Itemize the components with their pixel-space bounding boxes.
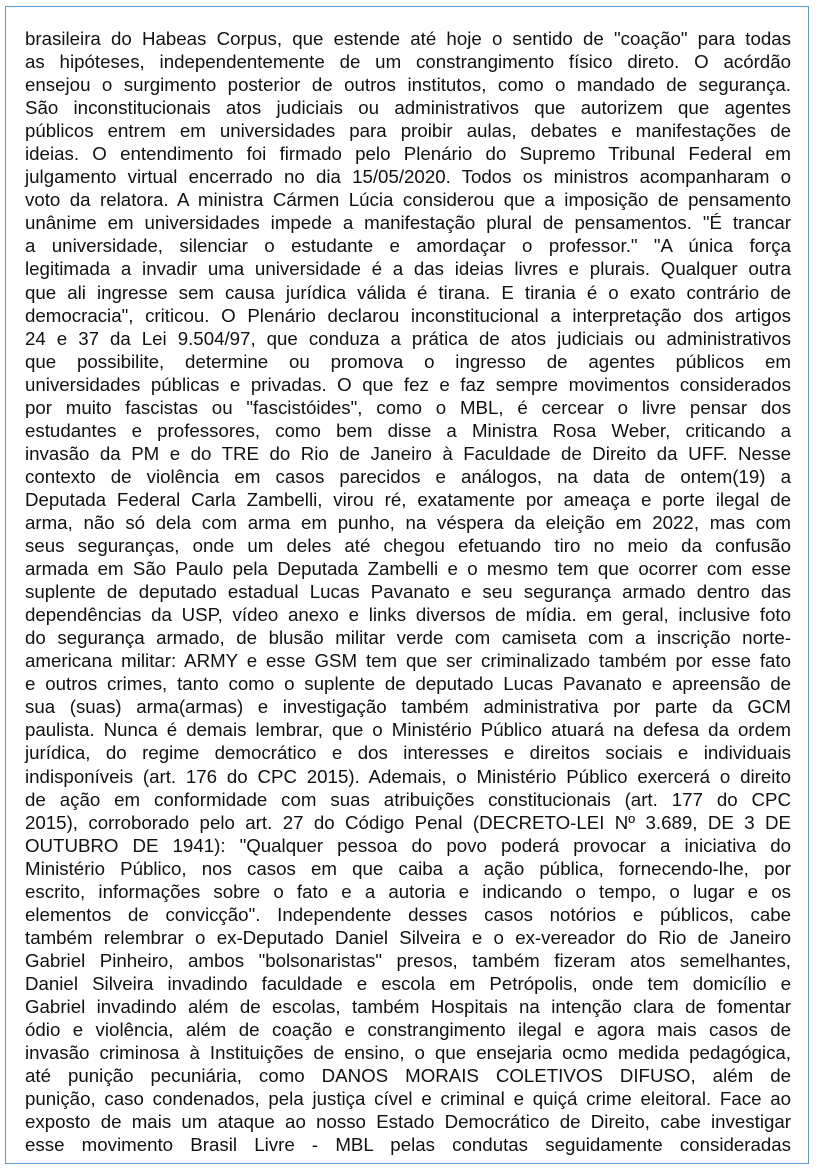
text-line: brasileira do Habeas Corpus, que estende até hoje o sentido de "coação" para todas — [25, 28, 791, 49]
text-line: sua (suas) arma(armas) e investigação também administrativa por parte da GCM — [25, 696, 791, 718]
text-line: ideias. O entendimento foi firmado pelo Plenário do Supremo Tribunal Federal em — [25, 143, 791, 165]
text-line: e outros crimes, tanto como o suplente de deputado Lucas Pavanato e apreensão de — [25, 673, 791, 695]
text-line: OUTUBRO DE 1941): "Qualquer pessoa do povo poderá provocar a iniciativa do — [25, 834, 791, 856]
text-line: de ação em conformidade com suas atribuições constitucionais (art. 177 do CPC — [25, 788, 791, 810]
text-line: estudantes e professores, como bem disse a Ministra Rosa Weber, criticando a — [25, 419, 791, 441]
text-line: invasão criminosa à Instituições de ensino, o que ensejaria ocmo medida pedagógica, — [25, 1042, 791, 1064]
text-line: Gabriel Pinheiro, ambos "bolsonaristas" presos, também fizeram atos semelhantes, — [25, 949, 791, 971]
text-line: também relembrar o ex-Deputado Daniel Silveira e o ex-vereador do Rio de Janeiro — [25, 926, 791, 948]
text-line: unânime em universidades impede a manifestação plural de pensamentos. "É trancar — [25, 212, 791, 234]
text-line: que possibilite, determine ou promova o ingresso de agentes públicos em — [25, 350, 791, 372]
text-line: exposto de mais um ataque ao nosso Estado Democrático de Direito, cabe investigar — [25, 1111, 791, 1133]
document-body — [25, 27, 791, 1156]
text-line: do segurança armado, de blusão militar verde com camiseta com a inscrição norte- — [25, 627, 791, 649]
text-line: 2015), corroborado pelo art. 27 do Código Penal (DECRETO-LEI Nº 3.689, DE 3 DE — [25, 811, 791, 833]
text-line: esse movimento Brasil Livre - MBL pelas condutas seguidamente consideradas — [25, 1134, 791, 1156]
text-line: democracia", criticou. O Plenário declarou inconstitucional a interpretação dos artigos — [25, 304, 791, 326]
text-line: contexto de violência em casos parecidos e análogos, na data de ontem(19) a — [25, 465, 791, 487]
text-line: elementos de convicção". Independente desses casos notórios e públicos, cabe — [25, 903, 791, 925]
text-line: ensejou o surgimento posterior de outros institutos, como o mandado de segurança. — [25, 74, 791, 96]
text-line: dependências da USP, vídeo anexo e links diversos de mídia. em geral, inclusive foto — [25, 604, 791, 626]
text-line: julgamento virtual encerrado no dia 15/05/2020. Todos os ministros acompanharam o — [25, 166, 791, 188]
text-line: ódio e violência, além de coação e constrangimento ilegal e agora mais casos de — [25, 1019, 791, 1041]
text-line: americana militar: ARMY e esse GSM tem que ser criminalizado também por esse fato — [25, 650, 791, 672]
text-line: invasão da PM e do TRE do Rio de Janeiro à Faculdade de Direito da UFF. Nesse — [25, 442, 791, 464]
text-line: Deputada Federal Carla Zambelli, virou ré, exatamente por ameaça e porte ilegal de — [25, 488, 791, 510]
text-line: punição, caso condenados, pela justiça cível e criminal e quiçá crime eleitoral. Face ao — [25, 1088, 791, 1110]
text-line: até punição pecuniária, como DANOS MORAIS COLETIVOS DIFUSO, além de — [25, 1065, 791, 1087]
text-line: escrito, informações sobre o fato e a autoria e indicando o tempo, o lugar e os — [25, 880, 791, 902]
text-line: universidades públicas e privadas. O que fez e faz sempre movimentos considerados — [25, 373, 791, 395]
text-line: por muito fascistas ou "fascistóides", como o MBL, é cercear o livre pensar dos — [25, 396, 791, 418]
text-line: Gabriel invadindo além de escolas, também Hospitais na intenção clara de fomentar — [25, 995, 791, 1017]
text-line: legitimada a invadir uma universidade é a das ideias livres e plurais. Qualquer outra — [25, 258, 791, 280]
text-line: Daniel Silveira invadindo faculdade e escola em Petrópolis, onde tem domicílio e — [25, 972, 791, 994]
text-line: suplente de deputado estadual Lucas Pavanato e seu segurança armado dentro das — [25, 581, 791, 603]
text-line: voto da relatora. A ministra Cármen Lúcia considerou que a imposição de pensamento — [25, 189, 791, 211]
text-line: jurídica, do regime democrático e dos interesses e direitos sociais e individuais — [25, 742, 791, 764]
text-line: arma, não só dela com arma em punho, na véspera da eleição em 2022, mas com — [25, 511, 791, 533]
text-line: que ali ingresse sem causa jurídica válida é tirana. E tirania é o exato contrário de — [25, 281, 791, 303]
text-line: indisponíveis (art. 176 do CPC 2015). Ademais, o Ministério Público exercerá o direito — [25, 765, 791, 787]
text-line: as hipóteses, independentemente de um constrangimento físico direto. O acórdão — [25, 51, 791, 73]
text-line: Ministério Público, nos casos em que caiba a ação pública, fornecendo-lhe, por — [25, 857, 791, 879]
text-line: paulista. Nunca é demais lembrar, que o Ministério Público atuará na defesa da ordem — [25, 719, 791, 741]
text-line: públicos entrem em universidades para proibir aulas, debates e manifestações de — [25, 120, 791, 142]
text-line: armada em São Paulo pela Deputada Zambelli e o mesmo tem que ocorrer com esse — [25, 558, 791, 580]
text-line: São inconstitucionais atos judiciais ou administrativos que autorizem que agentes — [25, 97, 791, 119]
text-line: seus seguranças, onde um deles até chegou efetuando tiro no meio da confusão — [25, 535, 791, 557]
text-line: 24 e 37 da Lei 9.504/97, que conduza a prática de atos judiciais ou administrativos — [25, 327, 791, 349]
text-line: a universidade, silenciar o estudante e amordaçar o professor." "A única força — [25, 235, 791, 257]
